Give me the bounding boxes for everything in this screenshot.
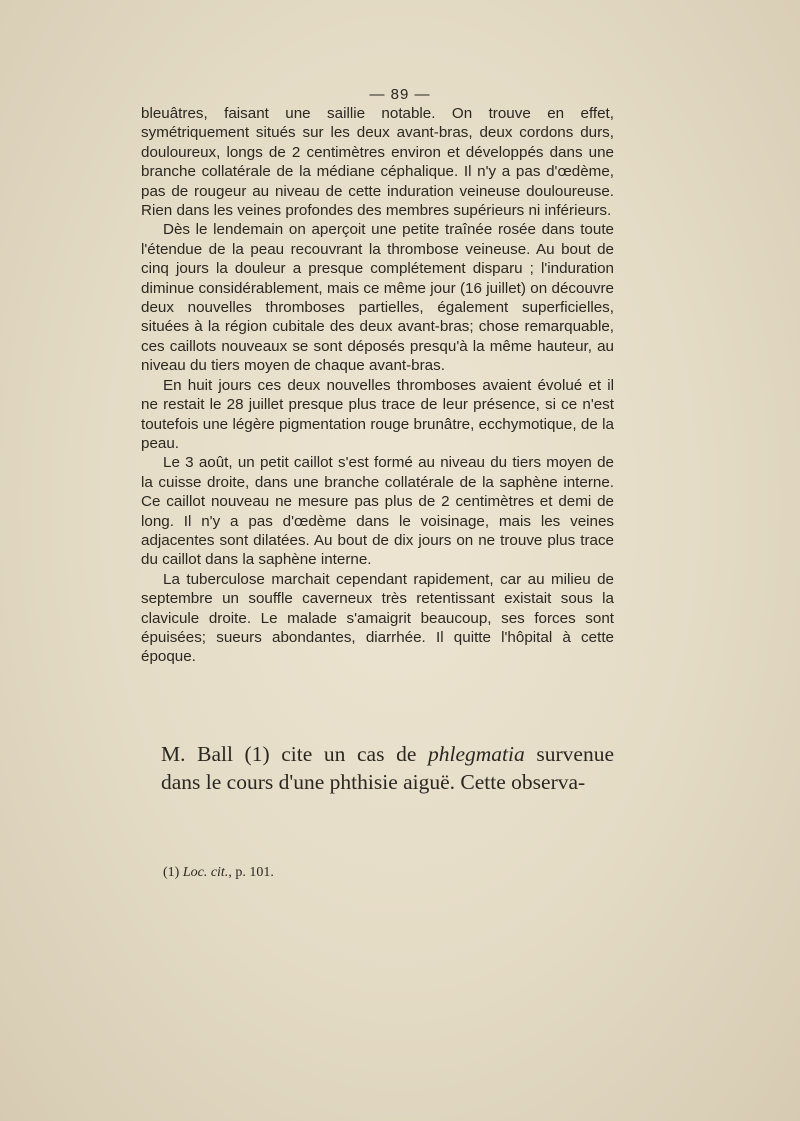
paragraph-2: Dès le lendemain on aperçoit une petite traînée rosée dans toute l'étendue de la peau recouvrant la thrombose veineuse. Au bout de cinq jours la douleur a presque complétement disparu ; l'induration diminue considérablement, mais ce même jour (16 juillet) on découvre deux nouvelles thromboses partielles, également superficielles, situées à la région cubitale des deux avant-bras; chose remarquable, ces caillots nouveaux se sont déposés presqu'à la même hauteur, au niveau du tiers moyen de chaque avant-bras. [141, 221, 614, 375]
lead-paragraph [161, 740, 614, 796]
body-text [141, 104, 614, 667]
lead-line-1: M. Ball (1) cite un cas de phlegmatia survenue [161, 742, 614, 766]
paragraph-4: Le 3 août, un petit caillot s'est formé au niveau du tiers moyen de la cuisse droite, dans une branche collatérale de la saphène interne. Ce caillot nouveau ne mesure pas plus de 2 centimètres et demi de long. Il n'y a pas d'œdème dans le voisinage, mais les veines adjacentes sont dilatées. Au bout de dix jours on ne trouve plus trace du caillot dans la saphène interne. [141, 454, 614, 569]
paragraph-1: bleuâtres, faisant une saillie notable. On trouve en effet, symétriquement situés sur les deux avant-bras, deux cordons durs, douloureux, longs de 2 centimètres environ et développés dans une branche collatérale de la médiane céphalique. Il n'y a pas d'œdème, pas de rougeur au niveau de cette induration veineuse douloureuse. Rien dans les veines profondes des membres supérieurs ni inférieurs. [141, 105, 614, 220]
footnote-citation: Loc. cit. [182, 865, 229, 880]
paragraph-3: En huit jours ces deux nouvelles thromboses avaient évolué et il ne restait le 28 juillet presque plus trace de leur présence, si ce n'est toutefois une légère pigmentation rouge brunâtre, ecchymotique, de la peau. [141, 376, 614, 452]
footnote: (1) Loc. cit., p. 101. [163, 865, 274, 880]
page-number: — 89 — [369, 86, 431, 103]
lead-line-2: dans le cours d'une phthisie aiguë. Cette observa- [161, 770, 586, 794]
italic-term: phlegmatia [428, 742, 525, 766]
paragraph-5: La tuberculose marchait cependant rapidement, car au milieu de septembre un souffle caverneux très retentissant existait sous la clavicule droite. Le malade s'amaigrit beaucoup, ses forces sont épuisées; sueurs abondantes, diarrhée. Il quitte l'hôpital à cette époque. [141, 570, 614, 666]
